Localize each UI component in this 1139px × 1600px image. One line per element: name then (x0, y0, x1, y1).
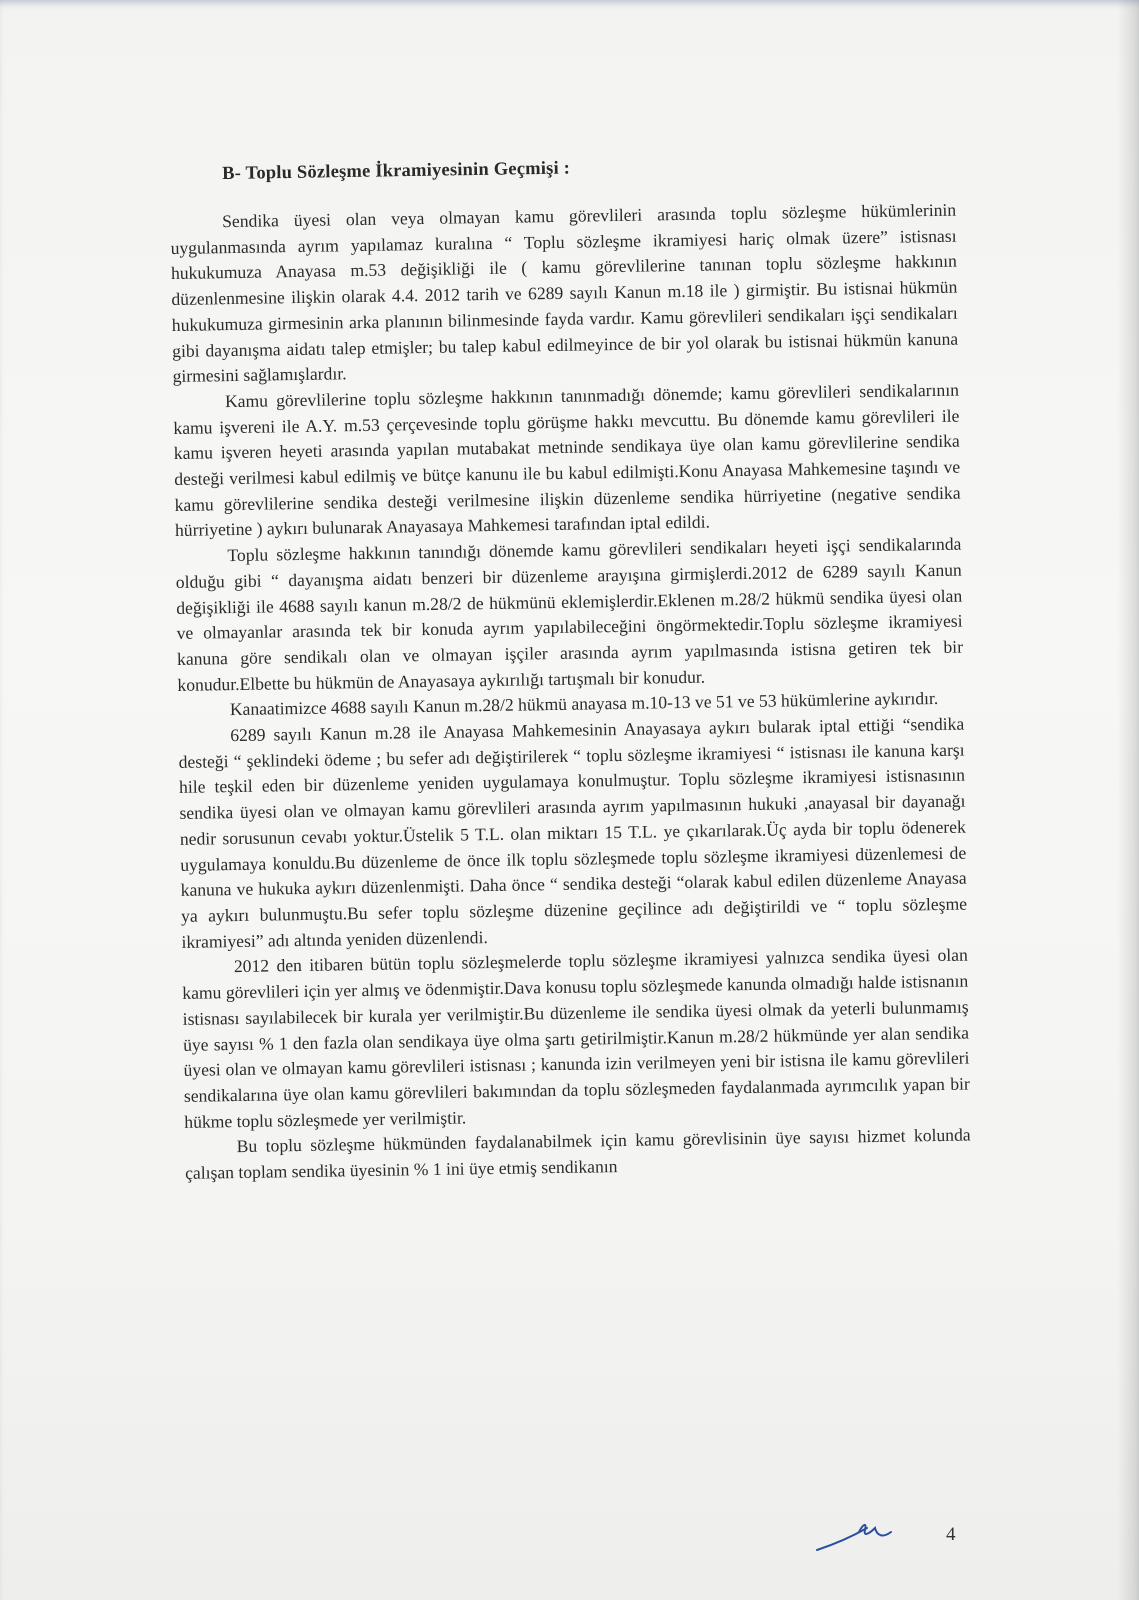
signature-icon (815, 1518, 895, 1554)
paragraph-6: 2012 den itibaren bütün toplu sözleşmelerde toplu sözleşme ikramiyesi yalnızca sendika üyesi olan kamu görevlileri için yer almış ve ödenmiştir.Dava konusu toplu sözleşmede kanunda olmadığı halde istisnanın istisnası sayılabilecek bir kurala yer verilmiştir.Bu düzenleme ile sendika üyesi olmak da yeterli bulunmamış üye sayısı % 1 den fazla olan sendikaya üye olma şartı getirilmiştir.Kanun m.28/2 hükmünde yer alan sendika üyesi olan ve olmayan kamu görevlileri istisnası ; kanunda izin verilmeyen yeni bir istisna ile kamu görevlileri sendikalarına üye olan kamu görevlileri bakımından da toplu sözleşmeden faydalanmada ayrımcılık yapan bir hükme toplu sözleşmede yer verilmiştir. (182, 944, 970, 1132)
page-number: 4 (946, 1524, 956, 1545)
section-heading: B- Toplu Sözleşme İkramiyesinin Geçmişi : (222, 158, 571, 184)
paragraph-2: Kamu görevlilerine toplu sözleşme hakkının tanınmadığı dönemde; kamu görevlileri sendikalarının kamu işvereni ile A.Y. m.53 çerçevesinde toplu görüşme hakkı mevcuttu. Bu dönemde kamu görevlileri ile kamu işveren heyeti arasında yapılan mutabakat metninde sendikaya üye olan kamu görevlilerine sendika desteği verilmesi kabul edilmiş ve bütçe kanunu ile bu kabul edilmişti.Konu Anayasa Mahkemesine taşındı ve kamu görevlilerine sendika desteği verilmesine ilişkin düzenleme sendika hürriyetine (negative sendika hürriyetine ) aykırı bulunarak Anayasaya Mahkemesi tarafından iptal edildi. (173, 379, 961, 541)
paragraph-7: Bu toplu sözleşme hükmünden faydalanabilmek için kamu görevlisinin üye sayısı hizmet kolunda çalışan toplam sendika üyesinin % 1 ini üye etmiş sendikanın (184, 1124, 971, 1183)
paragraph-5: 6289 sayılı Kanun m.28 ile Anayasa Mahkemesinin Anayasaya aykırı bularak iptal ettiği “sendika desteği “ şeklindeki ödeme ; bu sefer adı değiştirilerek “ toplu sözleşme ikramiyesi “ istisnası ile kanuna karşı hile teşkil eden bir düzenleme yeniden uygulamaya konulmuştur. Toplu sözleşme ikramiyesi istisnasının sendika üyesi olan ve olmayan kamu görevlileri arasında ayrım yapılmasının hukuki ,anayasal bir dayanağı nedir sorusunun cevabı yoktur.Üstelik 5 T.L. olan miktarı 15 T.L. ye çıkarılarak.Üç ayda bir toplu ödenerek uygulamaya konuldu.Bu düzenleme de önce ilk toplu sözleşmede toplu sözleşme ikramiyesi düzenlemesi de kanuna ve hukuka aykırı düzenlenmişti. Daha önce “ sendika desteği “olarak kabul edilen düzenleme Anayasa ya aykırı bulunmuştu.Bu sefer toplu sözleşme düzenine geçilince adı değiştirildi ve “ toplu sözleşme ikramiyesi” adı altında yeniden düzenlendi. (178, 713, 968, 952)
paragraph-4: Kanaatimizce 4688 sayılı Kanun m.28/2 hükmü anayasa m.10-13 ve 51 ve 53 hükümlerine aykırıdır. (229, 688, 939, 720)
document-body (170, 198, 971, 1187)
paragraph-3: Toplu sözleşme hakkının tanındığı dönemde kamu görevlileri sendikaları heyeti işçi sendikalarında olduğu gibi “ dayanışma aidatı benzeri bir düzenleme arayışına girmişlerdi.2012 de 6289 sayılı Kanun değişikliği ile 4688 sayılı kanun m.28/2 de hükmünü eklemişlerdir.Eklenen m.28/2 hükmü sendika üyesi olan ve olmayanlar arasında tek bir konuda ayrım yapılabileceğini öngörmektedir.Toplu sözleşme ikramiyesi kanuna göre sendikalı olan ve olmayan işçiler arasında ayrım yapılmasında istisna getiren tek bir konudur.Elbette bu hükmün de Anayasaya aykırılığı tartışmalı bir konudur. (175, 533, 964, 695)
paragraph-1: Sendika üyesi olan veya olmayan kamu görevlileri arasında toplu sözleşme hükümlerinin uygulanmasında ayrım yapılamaz kuralına “ Toplu sözleşme ikramiyesi hariç olmak üzere” istisnası hukukumuza Anayasa m.53 değişikliği ile ( kamu görevlilerine tanınan toplu sözleşme hakkının düzenlenmesine ilişkin olarak 4.4. 2012 tarih ve 6289 sayılı Kanun m.18 ile ) girmiştir. Bu istisnai hükmün hukukumuza girmesinin arka planının bilinmesinde fayda vardır. Kamu görevlileri sendikaları işçi sendikaları gibi dayanışma aidatı talep etmişler; bu talep kabul edilmeyince de bir yol olarak bu istisnai hükmün kanuna girmesini sağlamışlardır. (170, 199, 959, 387)
